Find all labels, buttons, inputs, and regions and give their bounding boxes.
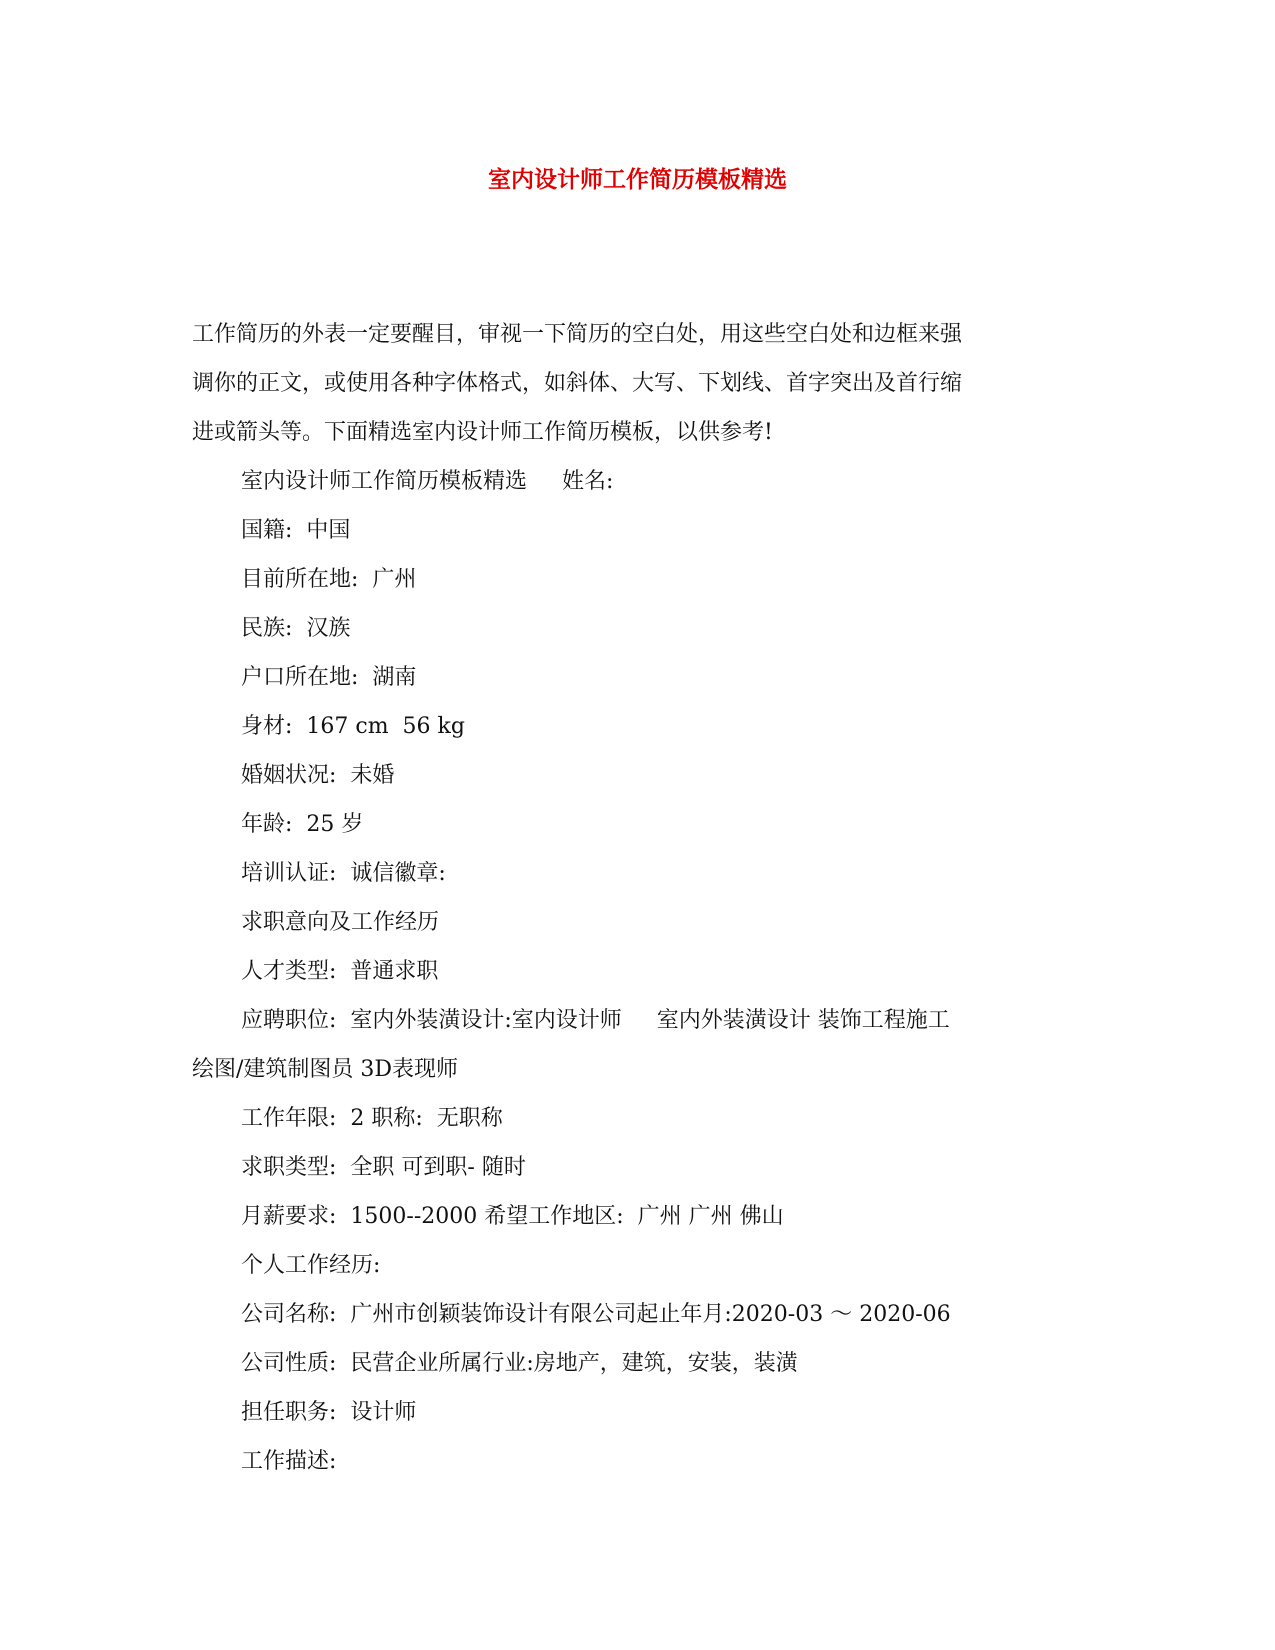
position-held-line: 担任职务: 设计师 bbox=[241, 1400, 417, 1425]
height-weight-line: 身材: 167 cm 56 kg bbox=[241, 714, 465, 739]
resume-content bbox=[192, 457, 1082, 1486]
applied-position-continuation: 绘图/建筑制图员 3D表现师 bbox=[192, 1057, 459, 1082]
work-experience-heading: 个人工作经历: bbox=[241, 1253, 381, 1278]
company-name-line: 公司名称: 广州市创颖装饰设计有限公司起止年月:2020-03 ～ 2020-06 bbox=[241, 1302, 951, 1327]
resume-heading-name-line: 室内设计师工作简历模板精选 姓名: bbox=[241, 469, 614, 494]
job-intention-heading: 求职意向及工作经历 bbox=[241, 910, 440, 935]
age-line: 年龄: 25 岁 bbox=[241, 812, 364, 837]
nationality-line: 国籍: 中国 bbox=[241, 518, 351, 543]
intro-line: 调你的正文，或使用各种字体格式，如斜体、大写、下划线、首字突出及首行缩 bbox=[192, 371, 963, 396]
applied-position-line: 应聘职位: 室内外装潢设计:室内设计师 室内外装潢设计 装饰工程施工 bbox=[241, 1008, 950, 1033]
hukou-location-line: 户口所在地: 湖南 bbox=[241, 665, 417, 690]
intro-paragraph bbox=[192, 310, 1082, 457]
certification-line: 培训认证: 诚信徽章: bbox=[241, 861, 446, 886]
salary-location-line: 月薪要求: 1500--2000 希望工作地区: 广州 广州 佛山 bbox=[241, 1204, 784, 1229]
intro-line: 工作简历的外表一定要醒目，审视一下简历的空白处，用这些空白处和边框来强 bbox=[192, 322, 963, 347]
intro-line: 进或箭头等。下面精选室内设计师工作简历模板，以供参考! bbox=[192, 420, 773, 445]
job-type-line: 求职类型: 全职 可到职- 随时 bbox=[241, 1155, 526, 1180]
current-location-line: 目前所在地: 广州 bbox=[241, 567, 417, 592]
ethnicity-line: 民族: 汉族 bbox=[241, 616, 351, 641]
marital-status-line: 婚姻状况: 未婚 bbox=[241, 763, 395, 788]
talent-type-line: 人才类型: 普通求职 bbox=[241, 959, 439, 984]
job-description-line: 工作描述: bbox=[241, 1449, 337, 1474]
work-years-line: 工作年限: 2 职称: 无职称 bbox=[241, 1106, 503, 1131]
company-nature-line: 公司性质: 民营企业所属行业:房地产，建筑，安装，装潢 bbox=[241, 1351, 798, 1376]
document-title: 室内设计师工作简历模板精选 bbox=[488, 166, 787, 193]
